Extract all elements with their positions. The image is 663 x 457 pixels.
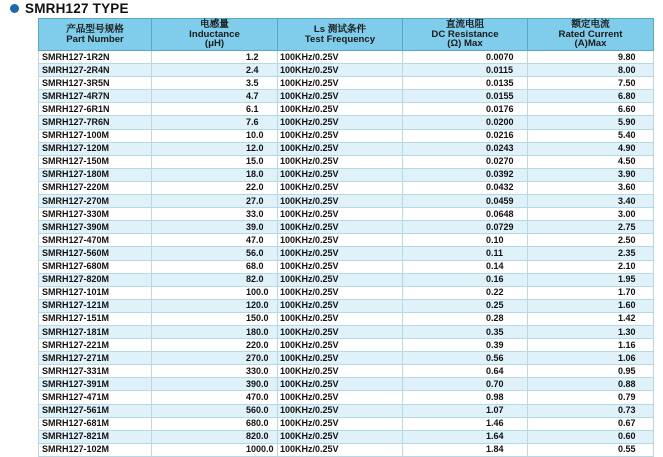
inductance-cell: 330.0 (152, 365, 278, 378)
part-number-cell: SMRH127-390M (39, 221, 152, 234)
test-frequency-cell: 100KHz/0.25V (278, 273, 403, 286)
header-test-frequency-en: Test Frequency (304, 33, 376, 45)
part-number-cell: SMRH127-560M (39, 247, 152, 260)
dc-resistance-cell: 0.25 (403, 299, 528, 312)
test-frequency-cell: 100KHz/0.25V (278, 221, 403, 234)
header-part-number (39, 19, 152, 51)
rated-current-cell: 0.95 (528, 365, 654, 378)
rated-current-cell: 0.60 (528, 430, 654, 443)
test-frequency-cell: 100KHz/0.25V (278, 51, 403, 64)
test-frequency-cell: 100KHz/0.25V (278, 260, 403, 273)
inductance-cell: 3.5 (152, 77, 278, 90)
rated-current-cell: 1.06 (528, 352, 654, 365)
test-frequency-cell: 100KHz/0.25V (278, 299, 403, 312)
inductance-cell: 18.0 (152, 168, 278, 181)
inductance-cell: 6.1 (152, 103, 278, 116)
rated-current-cell: 1.30 (528, 325, 654, 338)
inductance-cell: 82.0 (152, 273, 278, 286)
rated-current-cell: 8.00 (528, 64, 654, 77)
dc-resistance-cell: 0.64 (403, 365, 528, 378)
header-rated-current-en: Rated Current (558, 28, 623, 40)
part-number-cell: SMRH127-3R5N (39, 77, 152, 90)
rated-current-cell: 2.35 (528, 247, 654, 260)
inductance-cell: 100.0 (152, 286, 278, 299)
table-row (39, 312, 654, 325)
bullet-icon (10, 4, 19, 13)
inductance-cell: 180.0 (152, 325, 278, 338)
dc-resistance-cell: 0.0216 (403, 129, 528, 142)
part-number-cell: SMRH127-6R1N (39, 103, 152, 116)
header-inductance (152, 19, 278, 51)
dc-resistance-cell: 0.70 (403, 378, 528, 391)
test-frequency-cell: 100KHz/0.25V (278, 116, 403, 129)
table-row (39, 181, 654, 194)
part-number-cell: SMRH127-4R7N (39, 90, 152, 103)
test-frequency-cell: 100KHz/0.25V (278, 195, 403, 208)
header-inductance-unit: (μH) (204, 38, 225, 50)
inductance-cell: 820.0 (152, 430, 278, 443)
rated-current-cell: 2.50 (528, 234, 654, 247)
dc-resistance-cell: 0.98 (403, 391, 528, 404)
part-number-cell: SMRH127-2R4N (39, 64, 152, 77)
inductance-cell: 2.4 (152, 64, 278, 77)
dc-resistance-cell: 0.0648 (403, 208, 528, 221)
header-row (39, 19, 654, 51)
part-number-cell: SMRH127-102M (39, 443, 152, 456)
rated-current-cell: 5.90 (528, 116, 654, 129)
inductance-cell: 56.0 (152, 247, 278, 260)
spec-table (38, 18, 654, 457)
table-row (39, 51, 654, 64)
test-frequency-cell: 100KHz/0.25V (278, 247, 403, 260)
part-number-cell: SMRH127-561M (39, 404, 152, 417)
rated-current-cell: 3.60 (528, 181, 654, 194)
part-number-cell: SMRH127-681M (39, 417, 152, 430)
table-row (39, 260, 654, 273)
header-inductance-en: Inductance (189, 28, 240, 40)
page-title: SMRH127 TYPE (25, 1, 129, 16)
table-row (39, 221, 654, 234)
part-number-cell: SMRH127-821M (39, 430, 152, 443)
inductance-cell: 560.0 (152, 404, 278, 417)
inductance-cell: 220.0 (152, 339, 278, 352)
rated-current-cell: 0.67 (528, 417, 654, 430)
rated-current-cell: 0.79 (528, 391, 654, 404)
test-frequency-cell: 100KHz/0.25V (278, 142, 403, 155)
dc-resistance-cell: 0.0392 (403, 168, 528, 181)
table-row (39, 129, 654, 142)
dc-resistance-cell: 0.0270 (403, 155, 528, 168)
rated-current-cell: 6.60 (528, 103, 654, 116)
table-row (39, 155, 654, 168)
header-part-number-en: Part Number (66, 33, 124, 45)
part-number-cell: SMRH127-391M (39, 378, 152, 391)
part-number-cell: SMRH127-7R6N (39, 116, 152, 129)
dc-resistance-cell: 0.16 (403, 273, 528, 286)
table-row (39, 286, 654, 299)
inductance-cell: 15.0 (152, 155, 278, 168)
test-frequency-cell: 100KHz/0.25V (278, 286, 403, 299)
dc-resistance-cell: 0.0243 (403, 142, 528, 155)
dc-resistance-cell: 0.0135 (403, 77, 528, 90)
part-number-cell: SMRH127-271M (39, 352, 152, 365)
table-row (39, 391, 654, 404)
table-row (39, 378, 654, 391)
table-row (39, 77, 654, 90)
dc-resistance-cell: 0.0070 (403, 51, 528, 64)
inductance-cell: 150.0 (152, 312, 278, 325)
part-number-cell: SMRH127-120M (39, 142, 152, 155)
table-row (39, 273, 654, 286)
rated-current-cell: 1.70 (528, 286, 654, 299)
rated-current-cell: 4.90 (528, 142, 654, 155)
test-frequency-cell: 100KHz/0.25V (278, 129, 403, 142)
dc-resistance-cell: 0.0459 (403, 195, 528, 208)
part-number-cell: SMRH127-181M (39, 325, 152, 338)
inductance-cell: 27.0 (152, 195, 278, 208)
test-frequency-cell: 100KHz/0.25V (278, 64, 403, 77)
rated-current-cell: 1.60 (528, 299, 654, 312)
dc-resistance-cell: 0.39 (403, 339, 528, 352)
part-number-cell: SMRH127-330M (39, 208, 152, 221)
part-number-cell: SMRH127-1R2N (39, 51, 152, 64)
test-frequency-cell: 100KHz/0.25V (278, 430, 403, 443)
test-frequency-cell: 100KHz/0.25V (278, 77, 403, 90)
header-rated-current (528, 19, 654, 51)
inductance-cell: 470.0 (152, 391, 278, 404)
table-row (39, 116, 654, 129)
dc-resistance-cell: 0.0176 (403, 103, 528, 116)
header-dc-resistance-cn: 直流电阻 (445, 18, 485, 30)
table-row (39, 352, 654, 365)
inductance-cell: 47.0 (152, 234, 278, 247)
part-number-cell: SMRH127-470M (39, 234, 152, 247)
test-frequency-cell: 100KHz/0.25V (278, 443, 403, 456)
test-frequency-cell: 100KHz/0.25V (278, 103, 403, 116)
dc-resistance-cell: 0.0432 (403, 181, 528, 194)
rated-current-cell: 1.95 (528, 273, 654, 286)
dc-resistance-cell: 0.0729 (403, 221, 528, 234)
dc-resistance-cell: 0.0115 (403, 64, 528, 77)
table-row (39, 168, 654, 181)
inductance-cell: 390.0 (152, 378, 278, 391)
dc-resistance-cell: 1.07 (403, 404, 528, 417)
dc-resistance-cell: 1.84 (403, 443, 528, 456)
part-number-cell: SMRH127-471M (39, 391, 152, 404)
inductance-cell: 33.0 (152, 208, 278, 221)
table-row (39, 208, 654, 221)
rated-current-cell: 4.50 (528, 155, 654, 168)
table-row (39, 430, 654, 443)
rated-current-cell: 0.55 (528, 443, 654, 456)
inductance-cell: 10.0 (152, 129, 278, 142)
rated-current-cell: 1.16 (528, 339, 654, 352)
test-frequency-cell: 100KHz/0.25V (278, 417, 403, 430)
test-frequency-cell: 100KHz/0.25V (278, 378, 403, 391)
table-row (39, 299, 654, 312)
part-number-cell: SMRH127-820M (39, 273, 152, 286)
inductance-cell: 12.0 (152, 142, 278, 155)
inductance-cell: 22.0 (152, 181, 278, 194)
rated-current-cell: 2.75 (528, 221, 654, 234)
part-number-cell: SMRH127-220M (39, 181, 152, 194)
table-row (39, 443, 654, 456)
rated-current-cell: 3.90 (528, 168, 654, 181)
dc-resistance-cell: 0.0155 (403, 90, 528, 103)
dc-resistance-cell: 0.11 (403, 247, 528, 260)
dc-resistance-cell: 0.35 (403, 325, 528, 338)
inductance-cell: 680.0 (152, 417, 278, 430)
table-row (39, 142, 654, 155)
part-number-cell: SMRH127-121M (39, 299, 152, 312)
inductance-cell: 120.0 (152, 299, 278, 312)
part-number-cell: SMRH127-150M (39, 155, 152, 168)
test-frequency-cell: 100KHz/0.25V (278, 391, 403, 404)
test-frequency-cell: 100KHz/0.25V (278, 325, 403, 338)
inductance-cell: 1000.0 (152, 443, 278, 456)
header-dc-resistance-en: DC Resistance (431, 28, 499, 40)
test-frequency-cell: 100KHz/0.25V (278, 312, 403, 325)
rated-current-cell: 5.40 (528, 129, 654, 142)
dc-resistance-cell: 0.0200 (403, 116, 528, 129)
inductance-cell: 39.0 (152, 221, 278, 234)
table-row (39, 417, 654, 430)
table-row (39, 234, 654, 247)
table-row (39, 90, 654, 103)
table-row (39, 325, 654, 338)
rated-current-cell: 3.40 (528, 195, 654, 208)
table-row (39, 103, 654, 116)
part-number-cell: SMRH127-101M (39, 286, 152, 299)
rated-current-cell: 2.10 (528, 260, 654, 273)
dc-resistance-cell: 0.10 (403, 234, 528, 247)
part-number-cell: SMRH127-180M (39, 168, 152, 181)
dc-resistance-cell: 0.56 (403, 352, 528, 365)
table-row (39, 247, 654, 260)
part-number-cell: SMRH127-151M (39, 312, 152, 325)
dc-resistance-cell: 1.46 (403, 417, 528, 430)
table-row (39, 195, 654, 208)
test-frequency-cell: 100KHz/0.25V (278, 181, 403, 194)
header-test-frequency-cn: Ls 测试条件 (313, 23, 367, 35)
rated-current-cell: 7.50 (528, 77, 654, 90)
rated-current-cell: 0.73 (528, 404, 654, 417)
inductance-cell: 270.0 (152, 352, 278, 365)
dc-resistance-cell: 0.22 (403, 286, 528, 299)
test-frequency-cell: 100KHz/0.25V (278, 339, 403, 352)
dc-resistance-cell: 1.64 (403, 430, 528, 443)
table-row (39, 64, 654, 77)
part-number-cell: SMRH127-680M (39, 260, 152, 273)
test-frequency-cell: 100KHz/0.25V (278, 168, 403, 181)
table-row (39, 365, 654, 378)
inductance-cell: 4.7 (152, 90, 278, 103)
header-dc-resistance (403, 19, 528, 51)
title-row (10, 0, 129, 17)
header-rated-current-unit: (A)Max (574, 38, 607, 50)
table-row (39, 339, 654, 352)
dc-resistance-cell: 0.14 (403, 260, 528, 273)
part-number-cell: SMRH127-270M (39, 195, 152, 208)
rated-current-cell: 6.80 (528, 90, 654, 103)
test-frequency-cell: 100KHz/0.25V (278, 352, 403, 365)
part-number-cell: SMRH127-331M (39, 365, 152, 378)
test-frequency-cell: 100KHz/0.25V (278, 208, 403, 221)
inductance-cell: 7.6 (152, 116, 278, 129)
table-row (39, 404, 654, 417)
test-frequency-cell: 100KHz/0.25V (278, 234, 403, 247)
test-frequency-cell: 100KHz/0.25V (278, 365, 403, 378)
test-frequency-cell: 100KHz/0.25V (278, 155, 403, 168)
rated-current-cell: 3.00 (528, 208, 654, 221)
header-part-number-cn: 产品型号规格 (66, 23, 124, 35)
header-dc-resistance-unit: (Ω) Max (447, 38, 483, 50)
test-frequency-cell: 100KHz/0.25V (278, 90, 403, 103)
inductance-cell: 68.0 (152, 260, 278, 273)
rated-current-cell: 9.80 (528, 51, 654, 64)
part-number-cell: SMRH127-100M (39, 129, 152, 142)
header-test-frequency (278, 19, 403, 51)
rated-current-cell: 1.42 (528, 312, 654, 325)
rated-current-cell: 0.88 (528, 378, 654, 391)
dc-resistance-cell: 0.28 (403, 312, 528, 325)
header-inductance-cn: 电感量 (200, 18, 229, 30)
header-rated-current-cn: 额定电流 (571, 18, 610, 30)
test-frequency-cell: 100KHz/0.25V (278, 404, 403, 417)
part-number-cell: SMRH127-221M (39, 339, 152, 352)
inductance-cell: 1.2 (152, 51, 278, 64)
